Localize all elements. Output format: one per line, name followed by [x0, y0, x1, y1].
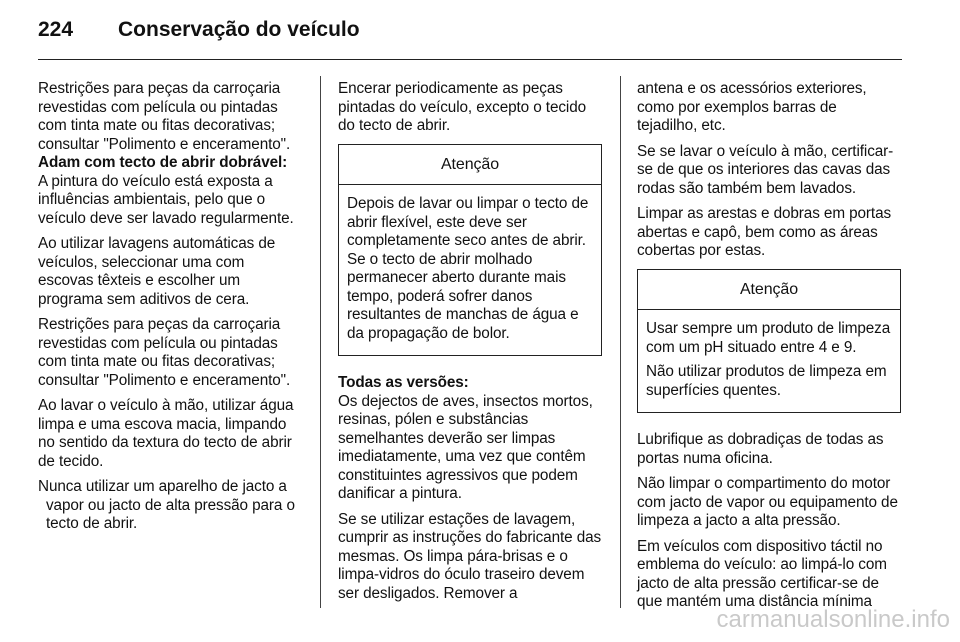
paragraph: Não limpar o compartimento do motor com jacto de vapor ou equipamento de limpeza a jacto a alta pressão.: [637, 475, 898, 529]
column-3: [637, 80, 901, 619]
page-header: [38, 18, 928, 48]
section-heading: Todas as versões:: [338, 374, 469, 391]
watermark: carmanualsonline.info: [716, 606, 950, 633]
paragraph: Se se lavar o veículo à mão, certificar-se de que os interiores das cavas das rodas são também bem lavados.: [637, 142, 894, 197]
column-divider-1: [320, 76, 321, 608]
warning-text: Usar sempre um produto de limpeza com um pH situado entre 4 e 9.: [646, 320, 891, 356]
paragraph: Encerar periodicamente as peças pintadas do veículo, excepto o tecido do tecto de abrir.: [338, 80, 587, 134]
header-rule: [38, 59, 902, 60]
page-title: Conservação do veículo: [118, 18, 360, 41]
section-heading: Adam com tecto de abrir dobrável:: [38, 154, 288, 171]
column-divider-2: [620, 76, 621, 608]
warning-title: Atenção: [339, 145, 601, 186]
paragraph: Ao utilizar lavagens automáticas de veículos, seleccionar uma com escovas têxteis e escolher um programa sem aditivos de cera.: [38, 235, 276, 308]
warning-text: Depois de lavar ou limpar o tecto de abrir flexível, este deve ser completamente seco antes de abrir. Se o tecto de abrir molhado permanecer aberto durante mais tempo, poderá sofrer danos resultantes de manchas de água e da propagação de bolor.: [347, 195, 589, 342]
paragraph: Nunca utilizar um aparelho de jacto a vapor ou jacto de alta pressão para o tecto de abrir.: [38, 478, 295, 532]
paragraph: A pintura do veículo está exposta a influências ambientais, pelo que o veículo deve ser lavado regularmente.: [38, 172, 294, 227]
column-1: [38, 80, 302, 541]
paragraph: Se se utilizar estações de lavagem, cumprir as instruções do fabricante das mesmas. Os limpa pára-brisas e o limpa-vidros do óculo traseiro devem ser desligados. Remover a: [338, 510, 602, 602]
paragraph: antena e os acessórios exteriores, como por exemplos barras de tejadilho, etc.: [637, 80, 867, 134]
warning-body: [638, 310, 900, 412]
page-number: 224: [38, 18, 74, 41]
column-2: [338, 80, 602, 610]
paragraph: Restrições para peças da carroçaria revestidas com película ou pintadas com tinta mate ou fitas decorativas; consultar "Polimento e enceramento".: [38, 80, 291, 153]
warning-box: [637, 269, 901, 414]
paragraph: Limpar as arestas e dobras em portas abertas e capô, bem como as áreas cobertas por estas.: [637, 205, 892, 259]
warning-box: [338, 144, 602, 357]
paragraph: Lubrifique as dobradiças de todas as portas numa oficina.: [637, 431, 884, 467]
warning-text: Não utilizar produtos de limpeza em superfícies quentes.: [646, 363, 887, 399]
warning-title: Atenção: [638, 270, 900, 311]
paragraph: Os dejectos de aves, insectos mortos, resinas, pólen e substâncias semelhantes deverão ser limpas imediatamente, uma vez que contêm constituintes agressivos que podem danificar a pintura.: [338, 392, 593, 502]
paragraph: Ao lavar o veículo à mão, utilizar água limpa e uma escova macia, limpando no sentido da textura do tecto de abrir de tecido.: [38, 397, 294, 470]
warning-body: [339, 185, 601, 355]
paragraph: Restrições para peças da carroçaria revestidas com película ou pintadas com tinta mate ou fitas decorativas; consultar "Polimento e enceramento".: [38, 316, 291, 389]
paragraph: Em veículos com dispositivo táctil no emblema do veículo: ao limpá-lo com jacto de alta pressão certificar-se de que mantém uma distância mínima: [637, 537, 887, 610]
